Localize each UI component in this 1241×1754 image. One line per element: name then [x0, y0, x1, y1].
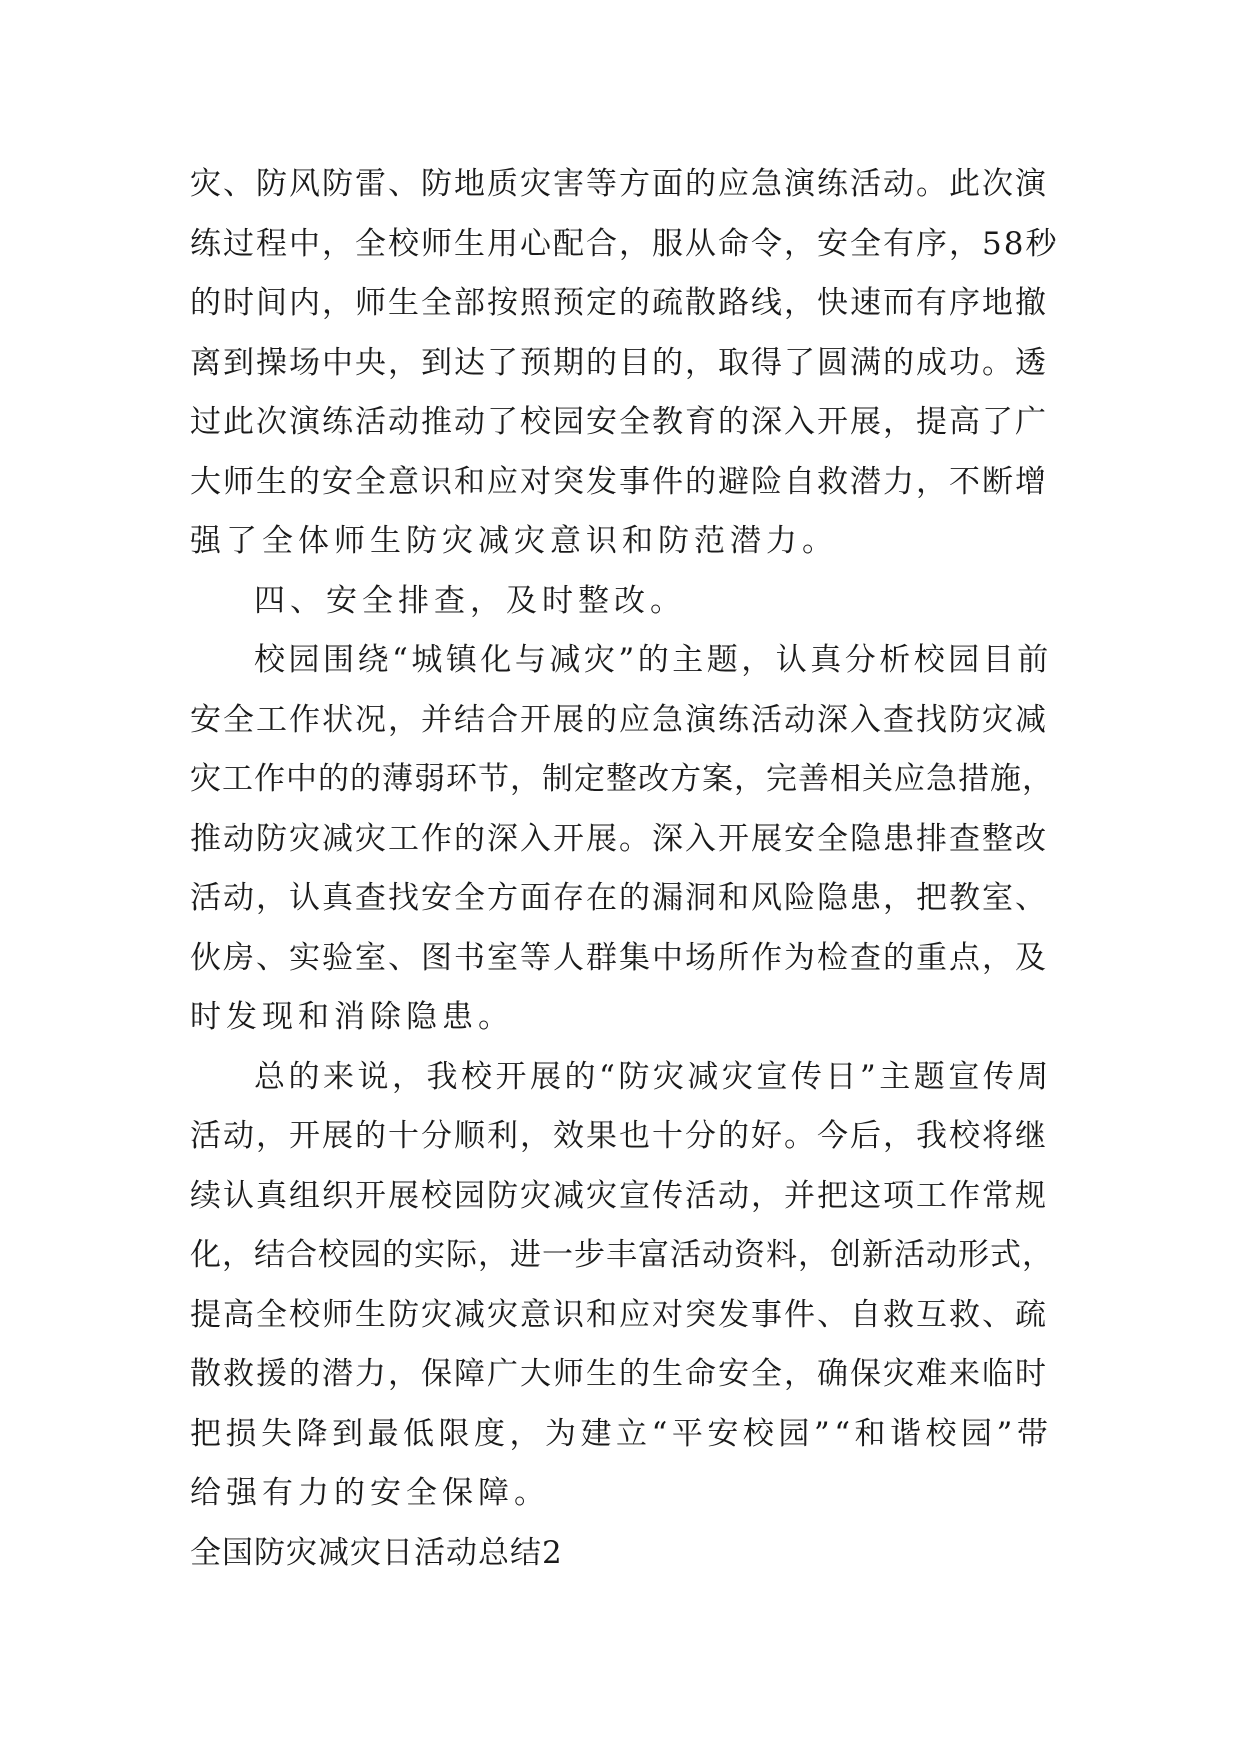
paragraph-line: 给强有力的安全保障。 — [190, 1475, 550, 1511]
paragraph-line: 伙房、实验室、图书室等人群集中场所作为检查的重点，及 — [190, 939, 1048, 976]
paragraph-line: 离到操场中央，到达了预期的目的，取得了圆满的成功。透 — [190, 344, 1048, 381]
paragraph-line: 的时间内，师生全部按照预定的疏散路线，快速而有序地撤 — [190, 285, 1048, 321]
paragraph-line: 大师生的安全意识和应对突发事件的避险自救潜力，不断增 — [190, 463, 1048, 500]
paragraph-line: 灾工作中的的薄弱环节，制定整改方案，完善相关应急措施， — [190, 761, 1054, 797]
paragraph-line: 灾、防风防雷、防地质灾害等方面的应急演练活动。此次演 — [190, 166, 1048, 202]
paragraph-line: 续认真组织开展校园防灾减灾宣传活动，并把这项工作常规 — [190, 1177, 1048, 1214]
paragraph-line: 把损失降到最低限度，为建立“平安校园”“和谐校园”带 — [190, 1415, 1053, 1452]
paragraph-line: 散救援的潜力，保障广大师生的生命安全，确保灾难来临时 — [190, 1356, 1048, 1392]
document-body — [190, 155, 1060, 1583]
paragraph-line: 总的来说，我校开展的“防灾减灾宣传日”主题宣传周 — [254, 1058, 1052, 1095]
paragraph-line: 安全工作状况，并结合开展的应急演练活动深入查找防灾减 — [190, 701, 1048, 738]
paragraph-line: 过此次演练活动推动了校园安全教育的深入开展，提高了广 — [190, 404, 1048, 440]
paragraph-line: 提高全校师生防灾减灾意识和应对突发事件、自救互救、疏 — [190, 1296, 1048, 1333]
document-title: 全国防灾减灾日活动总结2 — [190, 1534, 563, 1571]
paragraph-line: 校园围绕“城镇化与减灾”的主题，认真分析校园目前 — [254, 642, 1052, 678]
section-heading: 四、安全排查，及时整改。 — [254, 582, 686, 619]
paragraph-line: 时发现和消除隐患。 — [190, 999, 514, 1035]
paragraph-line: 强了全体师生防灾减灾意识和防范潜力。 — [190, 523, 838, 559]
paragraph-line: 活动，认真查找安全方面存在的漏洞和风险隐患，把教室、 — [190, 880, 1048, 916]
paragraph-line: 化，结合校园的实际，进一步丰富活动资料，创新活动形式， — [190, 1237, 1054, 1273]
paragraph-line: 活动，开展的十分顺利，效果也十分的好。今后，我校将继 — [190, 1118, 1048, 1154]
paragraph-line: 练过程中，全校师生用心配合，服从命令，安全有序，58秒 — [190, 225, 1059, 262]
paragraph-line: 推动防灾减灾工作的深入开展。深入开展安全隐患排查整改 — [190, 820, 1048, 857]
